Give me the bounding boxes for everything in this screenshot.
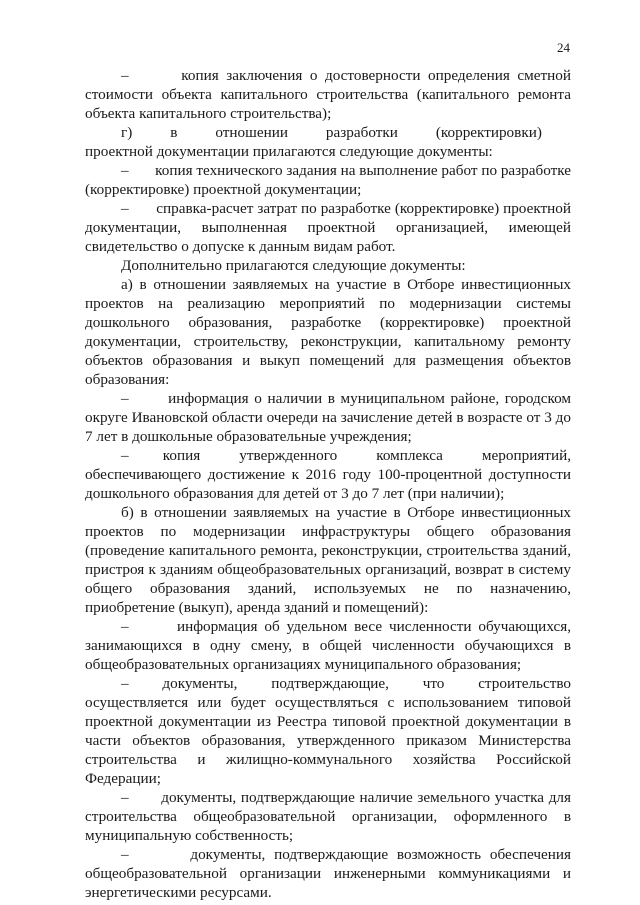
- paragraph: – документы, подтверждающие возможность обеспечения общеобразовательной организации инженерными коммуникациями и энергетическими ресурсами.: [85, 846, 571, 901]
- paragraph: – справка-расчет затрат по разработке (корректировке) проектной документации, выполненная проектной организацией, имеющей свидетельство о допуске к данным видам работ.: [85, 200, 571, 255]
- paragraph: – копия утвержденного комплекса мероприятий, обеспечивающего достижение к 2016 году 100-процентной доступности дошкольного образования для детей от 3 до 7 лет (при наличии);: [85, 447, 571, 502]
- paragraph: – документы, подтверждающие наличие земельного участка для строительства общеобразовательной организации, оформленного в муниципальную собственность;: [85, 789, 571, 844]
- paragraph: – информация об удельном весе численности обучающихся, занимающихся в одну смену, в общей численности обучающихся в общеобразовательных организациях муниципального образования;: [85, 618, 571, 673]
- document-body: [85, 66, 571, 902]
- paragraph: г) в отношении разработки (корректировки) проектной документации прилагаются следующие документы:: [85, 124, 571, 160]
- paragraph: – копия заключения о достоверности определения сметной стоимости объекта капитального строительства (капитального ремонта объекта капитального строительства);: [85, 67, 571, 122]
- paragraph: – копия технического задания на выполнение работ по разработке (корректировке) проектной документации;: [85, 162, 572, 198]
- paragraph: Дополнительно прилагаются следующие документы:: [121, 257, 466, 274]
- paragraph: б) в отношении заявляемых на участие в Отборе инвестиционных проектов по модернизации инфраструктуры общего образования (проведение капитального ремонта, реконструкции, строительства зданий, пристроя к зданиям общеобразовательных организаций, возврат в систему общего образования зданий, используемых не по назначению, приобретение (выкуп), аренда зданий и помещений):: [85, 504, 571, 616]
- page-number: 24: [557, 40, 570, 55]
- paragraph: – информация о наличии в муниципальном районе, городском округе Ивановской области очереди на зачисление детей в возрасте от 3 до 7 лет в дошкольные образовательные учреждения;: [85, 390, 571, 445]
- paragraph: – документы, подтверждающие, что строительство осуществляется или будет осуществляться с использованием типовой проектной документации из Реестра типовой проектной документации в части объектов образования, утвержденного приказом Министерства строительства и жилищно-коммунального хозяйства Российской Федерации;: [85, 675, 571, 787]
- paragraph: а) в отношении заявляемых на участие в Отборе инвестиционных проектов на реализацию мероприятий по модернизации системы дошкольного образования, разработке (корректировке) проектной документации, строительству, реконструкции, капитальному ремонту объектов образования и выкуп помещений для размещения объектов образования:: [85, 276, 571, 388]
